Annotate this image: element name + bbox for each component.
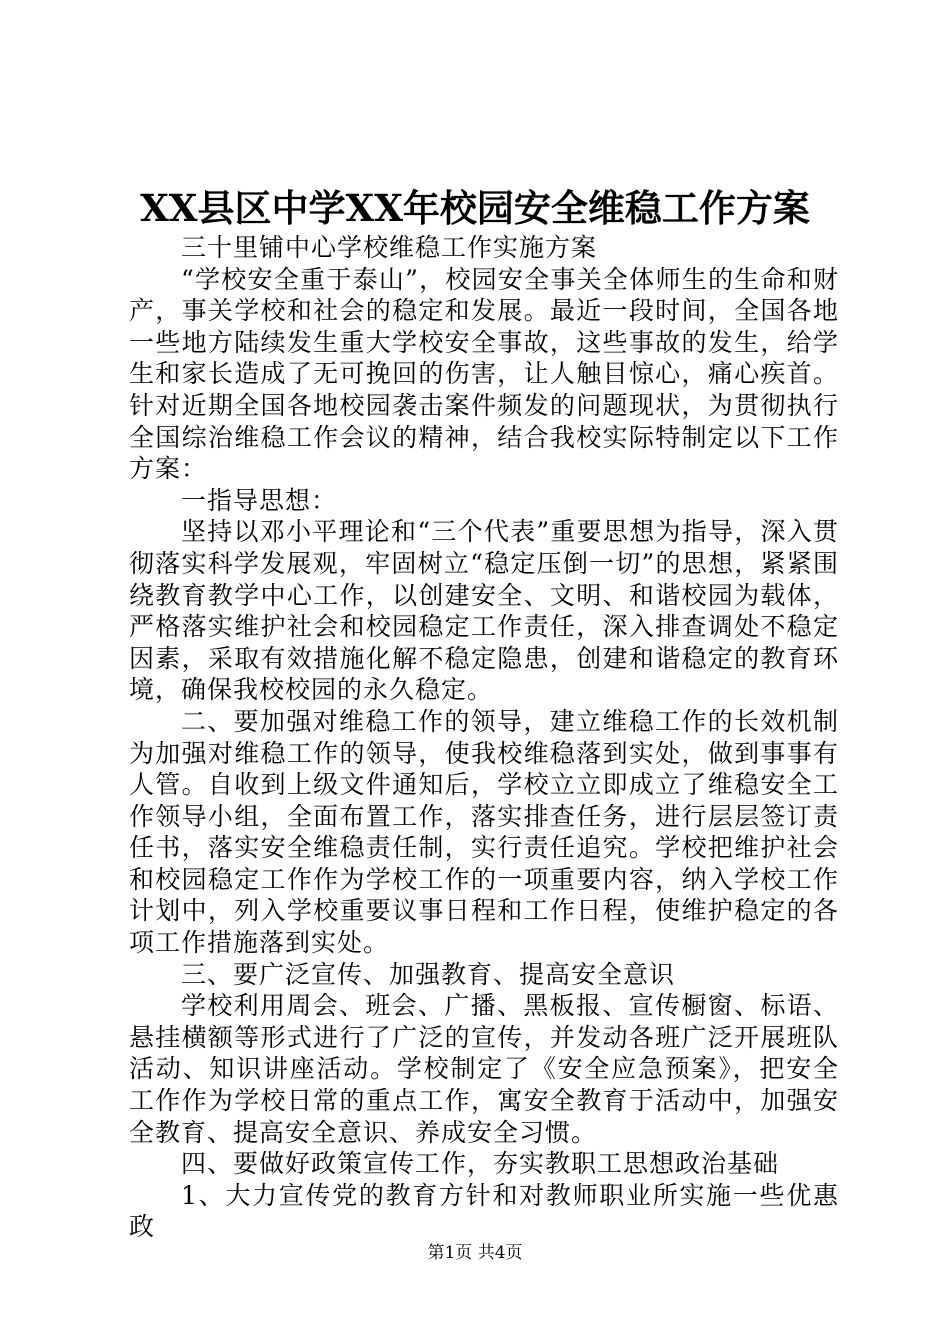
paragraph-item-1: 1、大力宣传党的教育方针和对教师职业所实施一些优惠政 [129,1180,839,1242]
paragraph-section-3: 学校利用周会、班会、广播、黑板报、宣传橱窗、标语、悬挂横额等形式进行了广泛的宣传，并发动各班广泛开展班队活动、知识讲座活动。学校制定了《安全应急预案》，把安全工作作为学校日常的重点工作，寓安全教育于活动中，加强安全教育、提高安全意识、养成安全习惯。 [129,991,839,1147]
page-footer: 第1页 共4页 [427,1243,523,1263]
document-body [129,232,839,1243]
section-heading-4: 四、要做好政策宣传工作，夯实教职工思想政治基础 [181,1149,780,1179]
document-title: XX县区中学XX年校园安全维稳工作方案 [140,186,810,230]
paragraph-subtitle: 三十里铺中心学校维稳工作实施方案 [181,233,598,262]
paragraph-guiding-thought: 坚持以邓小平理论和“三个代表”重要思想为指导，深入贯彻落实科学发展观，牢固树立“稳定压倒一切”的思想，紧紧围绕教育教学中心工作，以创建安全、文明、和谐校园为载体，严格落实维护社会和校园稳定工作责任，深入排查调处不稳定因素，采取有效措施化解不稳定隐患，创建和谐稳定的教育环境，确保我校校园的永久稳定。 [129,517,839,705]
section-heading-3: 三、要广泛宣传、加强教育、提高安全意识 [181,959,676,989]
section-heading-1: 一指导思想： [181,485,338,515]
paragraph-intro: “学校安全重于泰山”，校园安全事关全体师生的生命和财产，事关学校和社会的稳定和发展。最近一段时间，全国各地一些地方陆续发生重大学校安全事故，这些事故的发生，给学生和家长造成了无可挽回的伤害，让人触目惊心，痛心疾首。针对近期全国各地校园袭击案件频发的问题现状，为贯彻执行全国综治维稳工作会议的精神，结合我校实际特制定以下工作方案： [129,264,839,484]
paragraph-section-2: 二、要加强对维稳工作的领导，建立维稳工作的长效机制为加强对维稳工作的领导，使我校维稳落到实处，做到事事有人管。自收到上级文件通知后，学校立立即成立了维稳安全工作领导小组，全面布置工作，落实排查任务，进行层层签订责任书，落实安全维稳责任制，实行责任追究。学校把维护社会和校园稳定工作作为学校工作的一项重要内容，纳入学校工作计划中，列入学校重要议事日程和工作日程，使维护稳定的各项工作措施落到实处。 [129,706,839,958]
